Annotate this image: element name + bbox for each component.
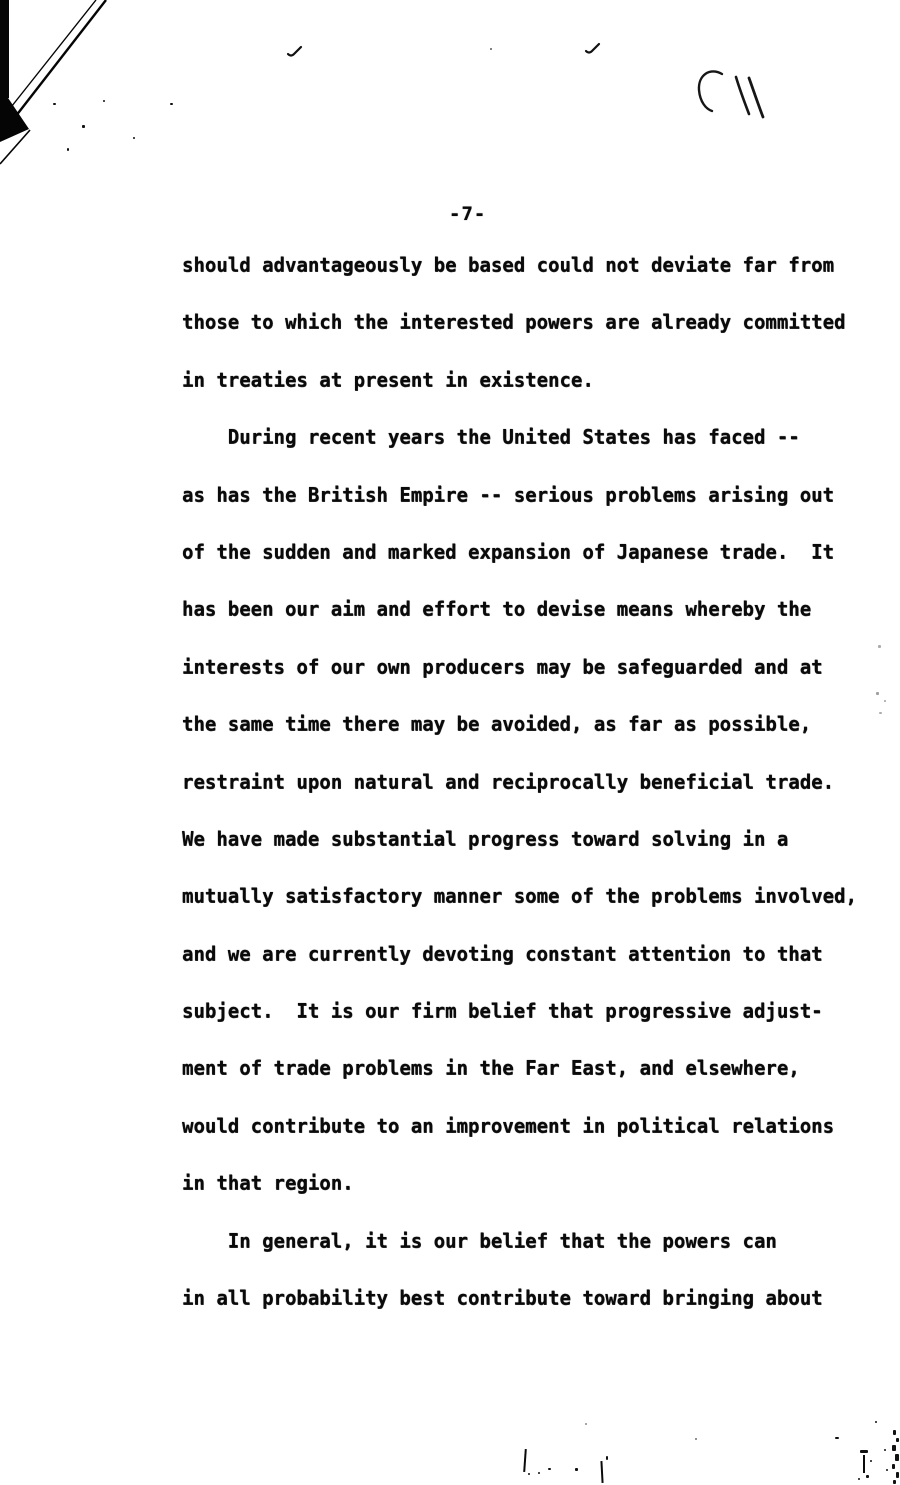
typed-line: subject. It is our firm belief that progressive adjust- [182, 1000, 823, 1023]
typed-line: the same time there may be avoided, as far as possible, [182, 713, 812, 736]
typed-line: should advantageously be based could not deviate far from [182, 253, 835, 277]
typed-line: ment of trade problems in the Far East, and elsewhere, [182, 1057, 800, 1081]
typed-line: has been our aim and effort to devise means whereby the [182, 598, 812, 621]
typed-line: as has the British Empire -- serious problems arising out [182, 483, 835, 507]
typed-line: During recent years the United States has faced -- [182, 426, 800, 449]
typed-line: in that region. [182, 1172, 354, 1195]
typed-line: In general, it is our belief that the powers can [182, 1229, 777, 1253]
typed-line: those to which the interested powers are already committed [182, 311, 846, 335]
typed-text-block [182, 255, 862, 1345]
check-mark-annotation [584, 41, 602, 57]
typed-line: of the sudden and marked expansion of Japanese trade. It [182, 540, 835, 564]
scan-fold-artifact [0, 0, 170, 200]
typed-line: mutually satisfactory manner some of the problems involved, [182, 885, 857, 908]
check-mark-annotation [286, 44, 304, 60]
page-number: -7- [449, 203, 487, 225]
handwritten-mark [688, 63, 778, 128]
typed-line: restraint upon natural and reciprocally beneficial trade. [182, 770, 835, 794]
typed-line: We have made substantial progress toward solving in a [182, 827, 789, 851]
typed-line: in treaties at present in existence. [182, 368, 594, 392]
typed-line: in all probability best contribute toward bringing about [182, 1287, 823, 1310]
typed-line: would contribute to an improvement in political relations [182, 1114, 835, 1138]
typed-line: interests of our own producers may be safeguarded and at [182, 655, 823, 679]
typed-line: and we are currently devoting constant attention to that [182, 942, 823, 966]
